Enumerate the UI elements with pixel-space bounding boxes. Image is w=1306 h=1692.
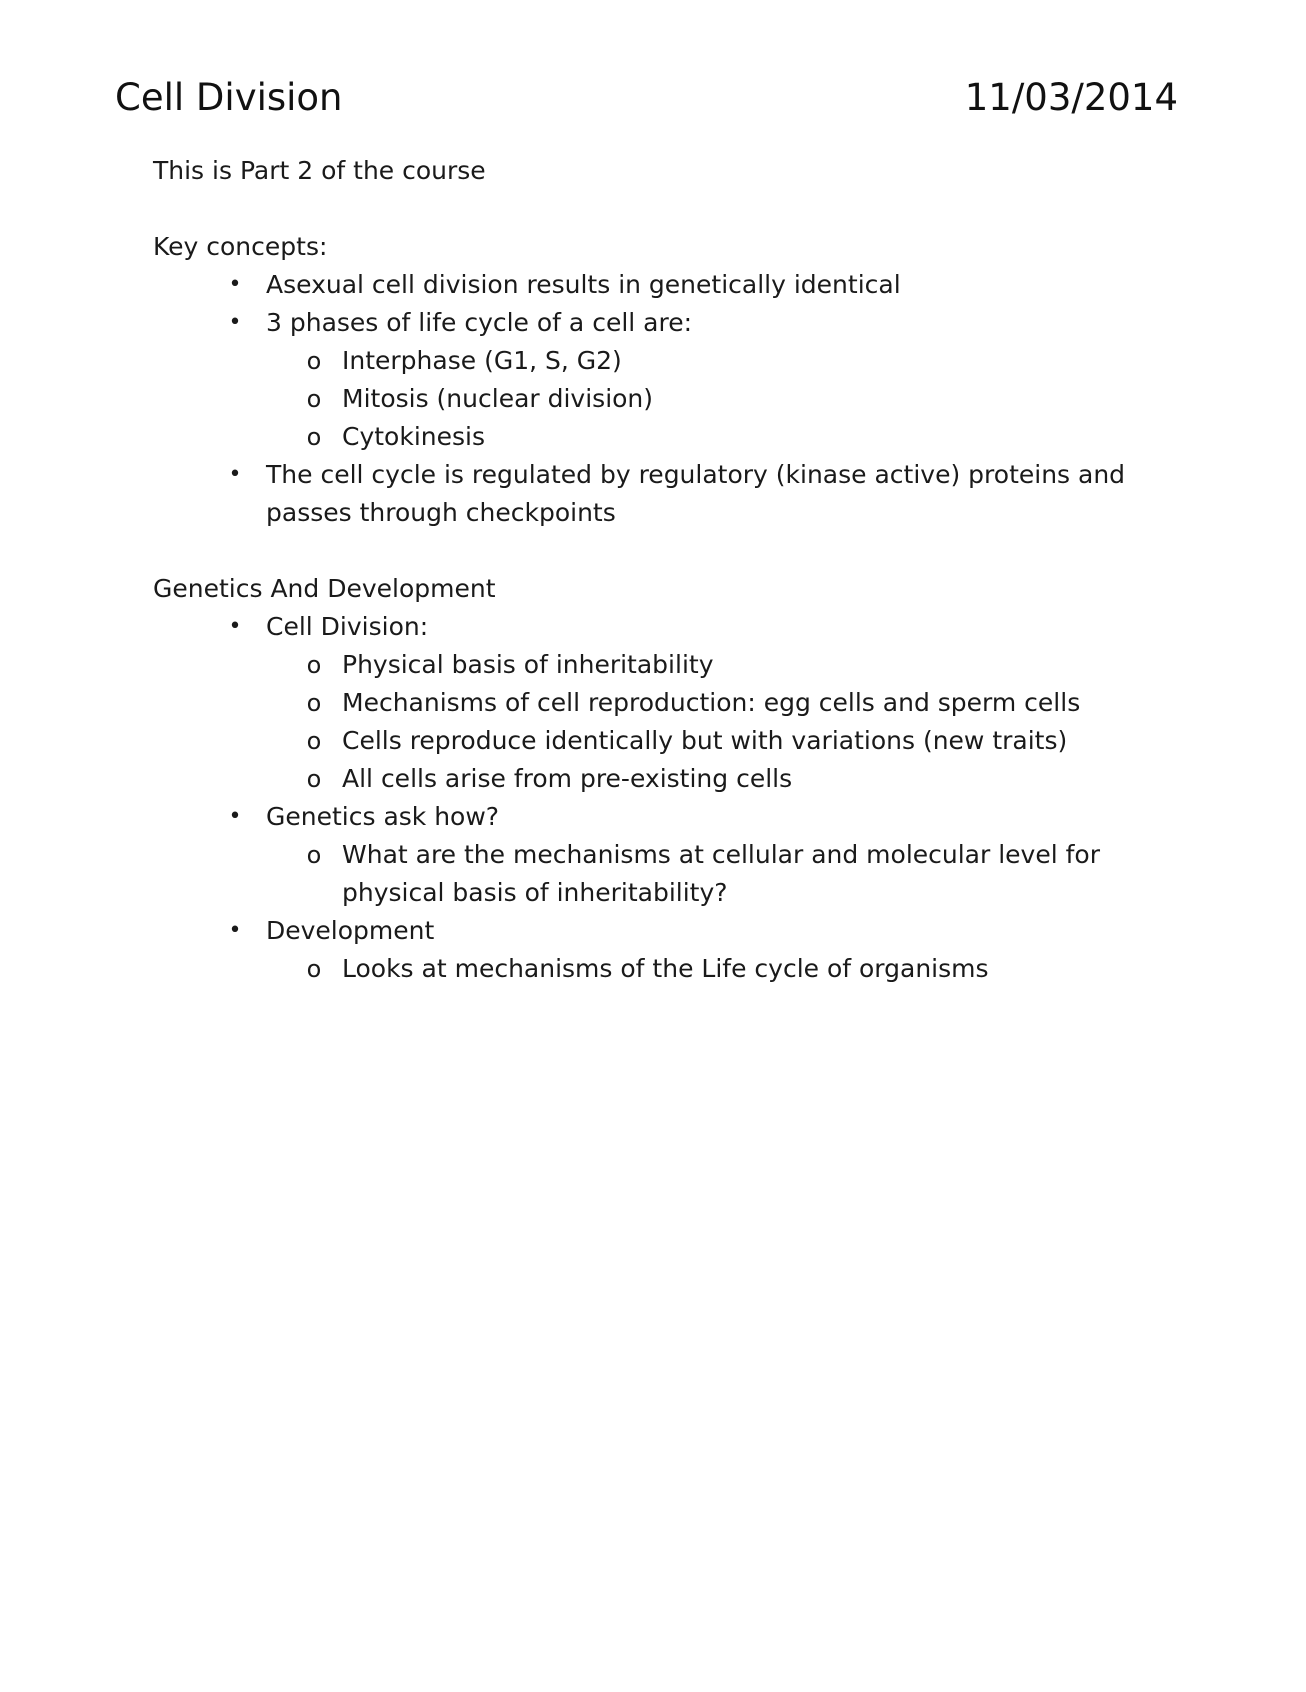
bullet-icon: • [228, 804, 242, 829]
list-item [153, 912, 1163, 988]
circle-bullet-icon: o [306, 841, 322, 869]
list-item-text: Cell Division: [266, 612, 429, 641]
sub-list-item [153, 950, 1163, 988]
sub-list-item [153, 342, 1163, 380]
bullet-icon: • [228, 462, 242, 487]
sub-list-item-text: Cells reproduce identically but with variations (new traits) [342, 726, 1068, 755]
key-concepts-list [153, 266, 1163, 532]
sub-list [266, 950, 1163, 988]
sub-list-item-text: Physical basis of inheritability [342, 650, 714, 679]
circle-bullet-icon: o [306, 385, 322, 413]
circle-bullet-icon: o [306, 347, 322, 375]
sub-list-item [153, 684, 1163, 722]
sub-list-item [153, 722, 1163, 760]
sub-list-item-text: Mechanisms of cell reproduction: egg cells and sperm cells [342, 688, 1081, 717]
spacer [153, 190, 1163, 228]
sub-list [266, 646, 1163, 798]
sub-list-item-text: Looks at mechanisms of the Life cycle of organisms [342, 954, 989, 983]
sub-list-item-text: What are the mechanisms at cellular and molecular level for physical basis of inheritability? [342, 840, 1100, 907]
page-date: 11/03/2014 [964, 76, 1178, 119]
bullet-icon: • [228, 614, 242, 639]
sub-list-item [153, 646, 1163, 684]
sub-list-item [153, 380, 1163, 418]
sub-list-item-text: Mitosis (nuclear division) [342, 384, 654, 413]
bullet-icon: • [228, 918, 242, 943]
page-header [115, 72, 1178, 124]
document-body [153, 152, 1163, 988]
list-item [153, 456, 1163, 532]
list-item-text: Genetics ask how? [266, 802, 500, 831]
circle-bullet-icon: o [306, 689, 322, 717]
circle-bullet-icon: o [306, 727, 322, 755]
intro-paragraph: This is Part 2 of the course [153, 156, 486, 185]
circle-bullet-icon: o [306, 423, 322, 451]
list-item [153, 608, 1163, 798]
list-item-text: 3 phases of life cycle of a cell are: [266, 308, 693, 337]
sub-list-item-text: Cytokinesis [342, 422, 485, 451]
circle-bullet-icon: o [306, 765, 322, 793]
sub-list-item-text: All cells arise from pre-existing cells [342, 764, 793, 793]
page-title: Cell Division [115, 76, 343, 119]
list-item [153, 798, 1163, 912]
spacer [153, 532, 1163, 570]
list-item [153, 266, 1163, 304]
genetics-list [153, 608, 1163, 988]
sub-list-item [153, 836, 1163, 912]
list-item-text: Asexual cell division results in genetically identical [266, 270, 901, 299]
circle-bullet-icon: o [306, 955, 322, 983]
list-item-text: The cell cycle is regulated by regulatory (kinase active) proteins and passes through checkpoints [266, 460, 1126, 527]
sub-list-item-text: Interphase (G1, S, G2) [342, 346, 622, 375]
list-item [153, 304, 1163, 456]
genetics-heading: Genetics And Development [153, 574, 496, 603]
circle-bullet-icon: o [306, 651, 322, 679]
sub-list [266, 342, 1163, 456]
key-concepts-heading: Key concepts: [153, 232, 328, 261]
sub-list-item [153, 760, 1163, 798]
bullet-icon: • [228, 310, 242, 335]
sub-list [266, 836, 1163, 912]
sub-list-item [153, 418, 1163, 456]
bullet-icon: • [228, 272, 242, 297]
list-item-text: Development [266, 916, 435, 945]
